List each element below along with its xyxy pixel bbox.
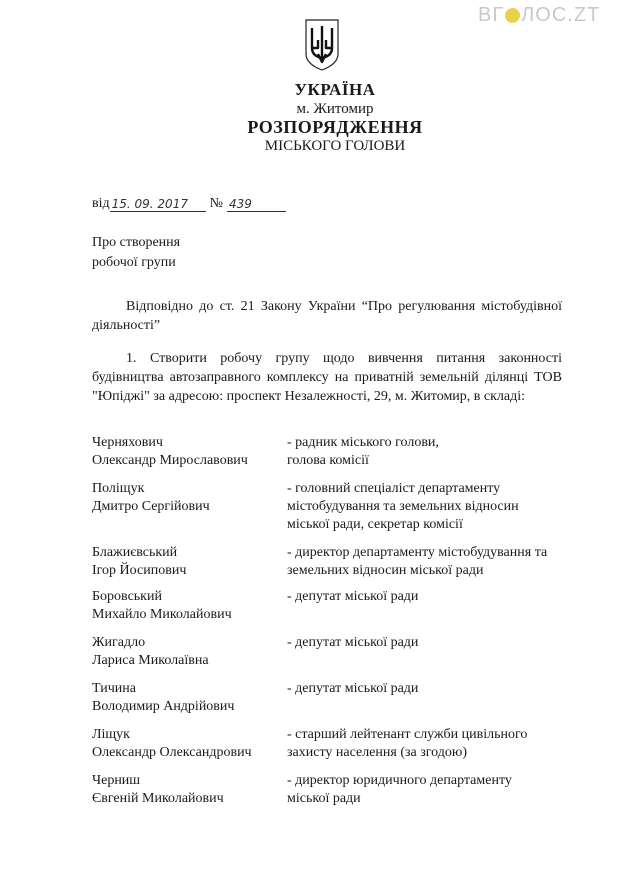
- member-role-line: - директор департаменту містобудування та: [287, 545, 548, 560]
- subject: [92, 233, 180, 273]
- member-role: [287, 480, 519, 534]
- member-name: [92, 772, 287, 808]
- member-role: [287, 588, 418, 624]
- member-role: [287, 680, 418, 716]
- member-row: [92, 634, 418, 670]
- body-paragraph-1: Відповідно до ст. 21 Закону України “Про регулювання містобудівної діяльності”: [92, 299, 562, 333]
- member-surname: Боровський: [92, 589, 162, 604]
- member-given-name: Дмитро Сергійович: [92, 499, 210, 514]
- header-issuer: МІСЬКОГО ГОЛОВИ: [264, 138, 406, 154]
- member-given-name: Олександр Мирославович: [92, 453, 248, 468]
- dateline: [92, 196, 286, 212]
- member-role-line: - депутат міської ради: [287, 681, 419, 696]
- member-given-name: Михайло Миколайович: [92, 607, 232, 622]
- member-role-line: - радник міського голови,: [287, 435, 439, 450]
- member-role-line: захисту населення (за згодою): [287, 745, 467, 760]
- site-watermark: [478, 4, 600, 27]
- member-role-line: містобудування та земельних відносин: [287, 499, 519, 514]
- body-paragraph-2: 1. Створити робочу групу щодо вивчення питання законності будівництва автозаправного комплексу на приватній земельній ділянці ТОВ "Юпіджі" за адресою: проспект Незалежності, 29, м. Житомир, в складі:: [92, 351, 562, 404]
- header-doc-type: РОЗПОРЯДЖЕННЯ: [247, 117, 423, 137]
- member-row: [92, 434, 439, 470]
- member-role-line: земельних відносин міської ради: [287, 563, 484, 578]
- member-role-line: - депутат міської ради: [287, 589, 419, 604]
- member-role-line: - директор юридичного департаменту: [287, 773, 512, 788]
- member-surname: Поліщук: [92, 481, 145, 496]
- member-surname: Тичина: [92, 681, 136, 696]
- member-role-line: - депутат міської ради: [287, 635, 419, 650]
- member-row: [92, 480, 519, 534]
- member-role: [287, 634, 418, 670]
- member-row: [92, 726, 527, 762]
- member-role-line: - старший лейтенант служби цивільного: [287, 727, 528, 742]
- member-name: [92, 588, 287, 624]
- member-name: [92, 634, 287, 670]
- member-row: [92, 680, 418, 716]
- date-from-label: від: [92, 196, 110, 211]
- member-given-name: Олександр Олександрович: [92, 745, 252, 760]
- document-number: 439: [227, 197, 286, 212]
- member-row: [92, 588, 418, 624]
- member-name: [92, 434, 287, 470]
- member-name: [92, 726, 287, 762]
- member-surname: Жигадло: [92, 635, 146, 650]
- member-name: [92, 480, 287, 534]
- header-country: УКРАЇНА: [294, 80, 376, 99]
- member-row: [92, 544, 547, 580]
- subject-line-2: робочої групи: [92, 255, 176, 270]
- member-name: [92, 544, 287, 580]
- member-surname: Блажиєвський: [92, 545, 178, 560]
- member-role-line: голова комісії: [287, 453, 369, 468]
- member-surname: Черниш: [92, 773, 141, 788]
- number-sign: №: [209, 196, 223, 211]
- member-given-name: Ігор Йосипович: [92, 563, 187, 578]
- member-given-name: Володимир Андрійович: [92, 699, 235, 714]
- date-value: 15. 09. 2017: [110, 197, 206, 212]
- watermark-text-left: ВГ: [478, 4, 505, 26]
- member-given-name: Лариса Миколаївна: [92, 653, 209, 668]
- subject-line-1: Про створення: [92, 235, 181, 250]
- member-row: [92, 772, 512, 808]
- member-role: [287, 434, 439, 470]
- member-role-line: міської ради: [287, 791, 361, 806]
- watermark-text-right: ЛОС.ZT: [521, 4, 601, 26]
- member-role-line: - головний спеціаліст департаменту: [287, 481, 501, 496]
- member-role: [287, 772, 512, 808]
- member-role: [287, 544, 547, 580]
- member-name: [92, 680, 287, 716]
- member-role-line: міської ради, секретар комісії: [287, 517, 463, 532]
- header-city: м. Житомир: [296, 101, 374, 117]
- member-given-name: Євгеній Миколайович: [92, 791, 224, 806]
- trident-emblem-icon: [304, 18, 340, 72]
- member-surname: Ліщук: [92, 727, 130, 742]
- sound-wave-logo-icon: [505, 8, 520, 23]
- member-role: [287, 726, 527, 762]
- member-surname: Черняхович: [92, 435, 163, 450]
